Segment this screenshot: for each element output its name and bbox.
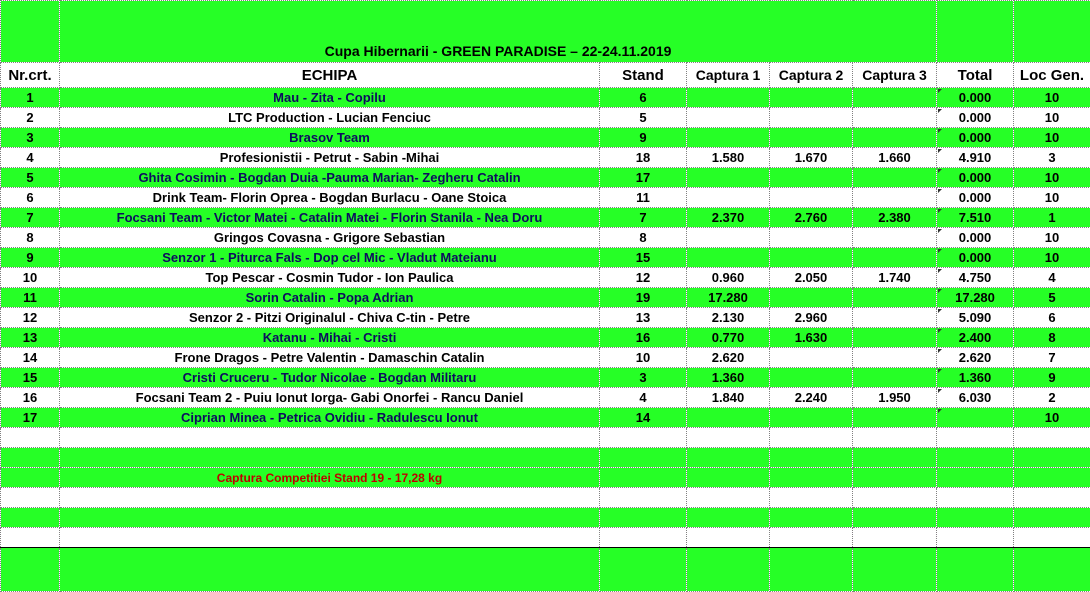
row-nr[interactable]: 15: [1, 368, 60, 388]
row-loc[interactable]: 10: [1014, 88, 1090, 108]
row-nr[interactable]: 12: [1, 308, 60, 328]
header-row: [1, 63, 1090, 88]
bottom-cell[interactable]: [687, 548, 770, 592]
row-loc[interactable]: 10: [1014, 248, 1090, 268]
empty-cell[interactable]: [770, 428, 853, 448]
row-captura-2[interactable]: 1.630: [770, 328, 853, 348]
row-nr[interactable]: 9: [1, 248, 60, 268]
header-total[interactable]: Total: [937, 63, 1014, 88]
row-total[interactable]: 4.750: [937, 268, 1014, 288]
row-loc[interactable]: 6: [1014, 308, 1090, 328]
table-row: [1, 88, 1090, 108]
empty-cell[interactable]: [600, 528, 687, 548]
empty-cell[interactable]: [60, 428, 600, 448]
row-loc[interactable]: 5: [1014, 288, 1090, 308]
empty-cell[interactable]: [1, 508, 60, 528]
empty-cell[interactable]: [1, 528, 60, 548]
row-loc[interactable]: 10: [1014, 228, 1090, 248]
row-captura-2[interactable]: [770, 228, 853, 248]
row-stand[interactable]: 15: [600, 248, 687, 268]
row-stand[interactable]: 13: [600, 308, 687, 328]
row-nr[interactable]: 16: [1, 388, 60, 408]
row-total[interactable]: 17.280: [937, 288, 1014, 308]
table-row: [1, 148, 1090, 168]
row-total[interactable]: 0.000: [937, 88, 1014, 108]
competition-catch-note[interactable]: Captura Competitiei Stand 19 - 17,28 kg: [60, 468, 600, 488]
row-team[interactable]: Frone Dragos - Petre Valentin - Damaschin Catalin: [60, 348, 600, 368]
row-captura-3[interactable]: [853, 328, 937, 348]
row-captura-3[interactable]: 1.740: [853, 268, 937, 288]
empty-cell[interactable]: [600, 448, 687, 468]
row-stand[interactable]: 4: [600, 388, 687, 408]
empty-cell[interactable]: [1014, 528, 1090, 548]
row-captura-2[interactable]: 1.670: [770, 148, 853, 168]
row-nr[interactable]: 13: [1, 328, 60, 348]
row-total[interactable]: 0.000: [937, 168, 1014, 188]
row-total[interactable]: 0.000: [937, 248, 1014, 268]
row-team[interactable]: Ciprian Minea - Petrica Ovidiu - Radulescu Ionut: [60, 408, 600, 428]
row-captura-1[interactable]: [687, 188, 770, 208]
empty-cell[interactable]: [937, 448, 1014, 468]
header-loc[interactable]: Loc Gen.: [1014, 63, 1090, 88]
row-loc[interactable]: 4: [1014, 268, 1090, 288]
empty-cell[interactable]: [770, 528, 853, 548]
row-captura-2[interactable]: [770, 288, 853, 308]
row-captura-2[interactable]: [770, 188, 853, 208]
row-captura-3[interactable]: [853, 188, 937, 208]
header-captura-1[interactable]: Captura 1: [687, 63, 770, 88]
row-loc[interactable]: 3: [1014, 148, 1090, 168]
empty-cell[interactable]: [60, 508, 600, 528]
empty-cell[interactable]: [770, 468, 853, 488]
row-captura-1[interactable]: 2.620: [687, 348, 770, 368]
table-row: [1, 188, 1090, 208]
empty-cell[interactable]: [1, 488, 60, 508]
row-stand[interactable]: 11: [600, 188, 687, 208]
row-captura-1[interactable]: [687, 248, 770, 268]
empty-cell[interactable]: [853, 468, 937, 488]
empty-row: [1, 488, 1090, 508]
row-captura-3[interactable]: [853, 368, 937, 388]
row-team[interactable]: Mau - Zita - Copilu: [60, 88, 600, 108]
row-captura-1[interactable]: 1.580: [687, 148, 770, 168]
row-captura-1[interactable]: 1.360: [687, 368, 770, 388]
row-captura-2[interactable]: [770, 88, 853, 108]
row-total[interactable]: 1.360: [937, 368, 1014, 388]
row-loc[interactable]: 9: [1014, 368, 1090, 388]
empty-cell[interactable]: [937, 468, 1014, 488]
table-row: [1, 388, 1090, 408]
row-captura-2[interactable]: [770, 368, 853, 388]
row-stand[interactable]: 17: [600, 168, 687, 188]
empty-cell[interactable]: [937, 428, 1014, 448]
row-loc[interactable]: 8: [1014, 328, 1090, 348]
row-captura-1[interactable]: [687, 88, 770, 108]
empty-cell[interactable]: [1014, 428, 1090, 448]
row-captura-1[interactable]: 0.960: [687, 268, 770, 288]
empty-cell[interactable]: [853, 528, 937, 548]
empty-cell[interactable]: [600, 428, 687, 448]
row-nr[interactable]: 5: [1, 168, 60, 188]
row-total[interactable]: 7.510: [937, 208, 1014, 228]
row-loc[interactable]: 10: [1014, 408, 1090, 428]
row-stand[interactable]: 6: [600, 88, 687, 108]
row-nr[interactable]: 14: [1, 348, 60, 368]
table-row: [1, 208, 1090, 228]
empty-cell[interactable]: [600, 468, 687, 488]
empty-cell[interactable]: [687, 488, 770, 508]
row-nr[interactable]: 2: [1, 108, 60, 128]
sheet-title[interactable]: Cupa Hibernarii - GREEN PARADISE – 22-24.11.2019: [60, 1, 937, 63]
empty-cell[interactable]: [1, 428, 60, 448]
row-captura-3[interactable]: [853, 88, 937, 108]
empty-cell[interactable]: [1014, 488, 1090, 508]
table-row: [1, 328, 1090, 348]
empty-cell[interactable]: [687, 428, 770, 448]
table-row: [1, 168, 1090, 188]
table-row: [1, 288, 1090, 308]
table-row: [1, 308, 1090, 328]
row-captura-1[interactable]: 2.370: [687, 208, 770, 228]
table-row: [1, 248, 1090, 268]
row-team[interactable]: Focsani Team - Victor Matei - Catalin Matei - Florin Stanila - Nea Doru: [60, 208, 600, 228]
row-stand[interactable]: 10: [600, 348, 687, 368]
empty-cell[interactable]: [770, 448, 853, 468]
row-captura-3[interactable]: 1.660: [853, 148, 937, 168]
row-captura-3[interactable]: [853, 308, 937, 328]
row-nr[interactable]: 1: [1, 88, 60, 108]
row-stand[interactable]: 18: [600, 148, 687, 168]
row-captura-3[interactable]: 2.380: [853, 208, 937, 228]
title-cell-loc[interactable]: [1014, 1, 1090, 63]
table-row: [1, 128, 1090, 148]
row-captura-1[interactable]: 1.840: [687, 388, 770, 408]
row-total[interactable]: 4.910: [937, 148, 1014, 168]
row-captura-3[interactable]: [853, 108, 937, 128]
empty-cell[interactable]: [60, 448, 600, 468]
bottom-cell[interactable]: [1014, 548, 1090, 592]
empty-cell[interactable]: [1, 448, 60, 468]
row-captura-1[interactable]: [687, 128, 770, 148]
row-team[interactable]: Senzor 1 - Piturca Fals - Dop cel Mic - Vladut Mateianu: [60, 248, 600, 268]
row-nr[interactable]: 11: [1, 288, 60, 308]
row-stand[interactable]: 19: [600, 288, 687, 308]
row-nr[interactable]: 10: [1, 268, 60, 288]
empty-cell[interactable]: [1, 468, 60, 488]
empty-cell[interactable]: [687, 468, 770, 488]
title-cell-nr[interactable]: [1, 1, 60, 63]
empty-cell[interactable]: [687, 508, 770, 528]
row-team[interactable]: Cristi Cruceru - Tudor Nicolae - Bogdan Militaru: [60, 368, 600, 388]
row-nr[interactable]: 17: [1, 408, 60, 428]
row-team[interactable]: Top Pescar - Cosmin Tudor - Ion Paulica: [60, 268, 600, 288]
row-captura-3[interactable]: [853, 168, 937, 188]
row-total[interactable]: 0.000: [937, 128, 1014, 148]
empty-cell[interactable]: [853, 428, 937, 448]
row-captura-3[interactable]: [853, 408, 937, 428]
empty-cell[interactable]: [60, 488, 600, 508]
row-team[interactable]: Sorin Catalin - Popa Adrian: [60, 288, 600, 308]
row-total[interactable]: 2.400: [937, 328, 1014, 348]
row-stand[interactable]: 16: [600, 328, 687, 348]
empty-cell[interactable]: [853, 488, 937, 508]
row-loc[interactable]: 10: [1014, 168, 1090, 188]
row-captura-1[interactable]: 17.280: [687, 288, 770, 308]
row-captura-1[interactable]: [687, 108, 770, 128]
empty-cell[interactable]: [937, 508, 1014, 528]
row-nr[interactable]: 8: [1, 228, 60, 248]
row-team[interactable]: Senzor 2 - Pitzi Originalul - Chiva C-tin - Petre: [60, 308, 600, 328]
row-team[interactable]: LTC Production - Lucian Fenciuc: [60, 108, 600, 128]
title-row: [1, 1, 1090, 63]
empty-cell[interactable]: [853, 448, 937, 468]
row-captura-2[interactable]: [770, 348, 853, 368]
table-row: [1, 408, 1090, 428]
row-captura-3[interactable]: [853, 128, 937, 148]
row-loc[interactable]: 10: [1014, 188, 1090, 208]
table-row: [1, 348, 1090, 368]
table-row: [1, 108, 1090, 128]
row-team[interactable]: Brasov Team: [60, 128, 600, 148]
row-captura-1[interactable]: [687, 408, 770, 428]
row-captura-1[interactable]: [687, 168, 770, 188]
empty-cell[interactable]: [1014, 468, 1090, 488]
bottom-cell[interactable]: [853, 548, 937, 592]
empty-row: [1, 528, 1090, 548]
row-team[interactable]: Gringos Covasna - Grigore Sebastian: [60, 228, 600, 248]
row-total[interactable]: 6.030: [937, 388, 1014, 408]
row-captura-1[interactable]: 0.770: [687, 328, 770, 348]
row-captura-1[interactable]: 2.130: [687, 308, 770, 328]
row-captura-3[interactable]: [853, 228, 937, 248]
bottom-cell[interactable]: [600, 548, 687, 592]
row-captura-3[interactable]: [853, 288, 937, 308]
row-team[interactable]: Focsani Team 2 - Puiu Ionut Iorga- Gabi Onorfei - Rancu Daniel: [60, 388, 600, 408]
row-stand[interactable]: 9: [600, 128, 687, 148]
title-cell-total[interactable]: [937, 1, 1014, 63]
table-row: [1, 228, 1090, 248]
row-captura-2[interactable]: 2.960: [770, 308, 853, 328]
row-loc[interactable]: 10: [1014, 108, 1090, 128]
row-nr[interactable]: 7: [1, 208, 60, 228]
row-total[interactable]: 2.620: [937, 348, 1014, 368]
row-nr[interactable]: 4: [1, 148, 60, 168]
row-stand[interactable]: 7: [600, 208, 687, 228]
row-captura-2[interactable]: 2.050: [770, 268, 853, 288]
empty-cell[interactable]: [770, 488, 853, 508]
row-total[interactable]: 0.000: [937, 108, 1014, 128]
row-captura-2[interactable]: [770, 168, 853, 188]
table-row: [1, 268, 1090, 288]
empty-cell[interactable]: [687, 528, 770, 548]
empty-cell[interactable]: [1014, 448, 1090, 468]
row-total[interactable]: [937, 408, 1014, 428]
header-captura-3[interactable]: Captura 3: [853, 63, 937, 88]
row-captura-2[interactable]: [770, 108, 853, 128]
empty-cell[interactable]: [1014, 508, 1090, 528]
header-nr[interactable]: Nr.crt.: [1, 63, 60, 88]
row-captura-2[interactable]: 2.240: [770, 388, 853, 408]
empty-row: [1, 428, 1090, 448]
note-row: [1, 468, 1090, 488]
row-total[interactable]: 5.090: [937, 308, 1014, 328]
empty-cell[interactable]: [937, 488, 1014, 508]
bottom-cell[interactable]: [1, 548, 60, 592]
empty-cell[interactable]: [60, 528, 600, 548]
table-row: [1, 368, 1090, 388]
row-stand[interactable]: 14: [600, 408, 687, 428]
row-captura-3[interactable]: [853, 248, 937, 268]
row-loc[interactable]: 2: [1014, 388, 1090, 408]
empty-cell[interactable]: [600, 508, 687, 528]
row-captura-3[interactable]: 1.950: [853, 388, 937, 408]
bottom-cell[interactable]: [60, 548, 600, 592]
row-total[interactable]: 0.000: [937, 228, 1014, 248]
empty-row: [1, 508, 1090, 528]
empty-cell[interactable]: [770, 508, 853, 528]
empty-cell[interactable]: [853, 508, 937, 528]
row-captura-1[interactable]: [687, 228, 770, 248]
row-team[interactable]: Drink Team- Florin Oprea - Bogdan Burlacu - Oane Stoica: [60, 188, 600, 208]
row-stand[interactable]: 12: [600, 268, 687, 288]
header-captura-2[interactable]: Captura 2: [770, 63, 853, 88]
row-team[interactable]: Ghita Cosimin - Bogdan Duia -Pauma Marian- Zegheru Catalin: [60, 168, 600, 188]
row-captura-3[interactable]: [853, 348, 937, 368]
empty-cell[interactable]: [687, 448, 770, 468]
row-captura-2[interactable]: [770, 408, 853, 428]
row-stand[interactable]: 3: [600, 368, 687, 388]
row-captura-2[interactable]: [770, 128, 853, 148]
row-team[interactable]: Katanu - Mihai - Cristi: [60, 328, 600, 348]
empty-cell[interactable]: [600, 488, 687, 508]
header-stand[interactable]: Stand: [600, 63, 687, 88]
row-team[interactable]: Profesionistii - Petrut - Sabin -Mihai: [60, 148, 600, 168]
row-loc[interactable]: 7: [1014, 348, 1090, 368]
row-stand[interactable]: 8: [600, 228, 687, 248]
bottom-cell[interactable]: [770, 548, 853, 592]
row-total[interactable]: 0.000: [937, 188, 1014, 208]
empty-cell[interactable]: [937, 528, 1014, 548]
header-team[interactable]: ECHIPA: [60, 63, 600, 88]
row-captura-2[interactable]: [770, 248, 853, 268]
bottom-band-row: [1, 548, 1090, 592]
bottom-cell[interactable]: [937, 548, 1014, 592]
empty-row: [1, 448, 1090, 468]
row-loc[interactable]: 1: [1014, 208, 1090, 228]
row-nr[interactable]: 3: [1, 128, 60, 148]
row-loc[interactable]: 10: [1014, 128, 1090, 148]
row-stand[interactable]: 5: [600, 108, 687, 128]
row-nr[interactable]: 6: [1, 188, 60, 208]
row-captura-2[interactable]: 2.760: [770, 208, 853, 228]
